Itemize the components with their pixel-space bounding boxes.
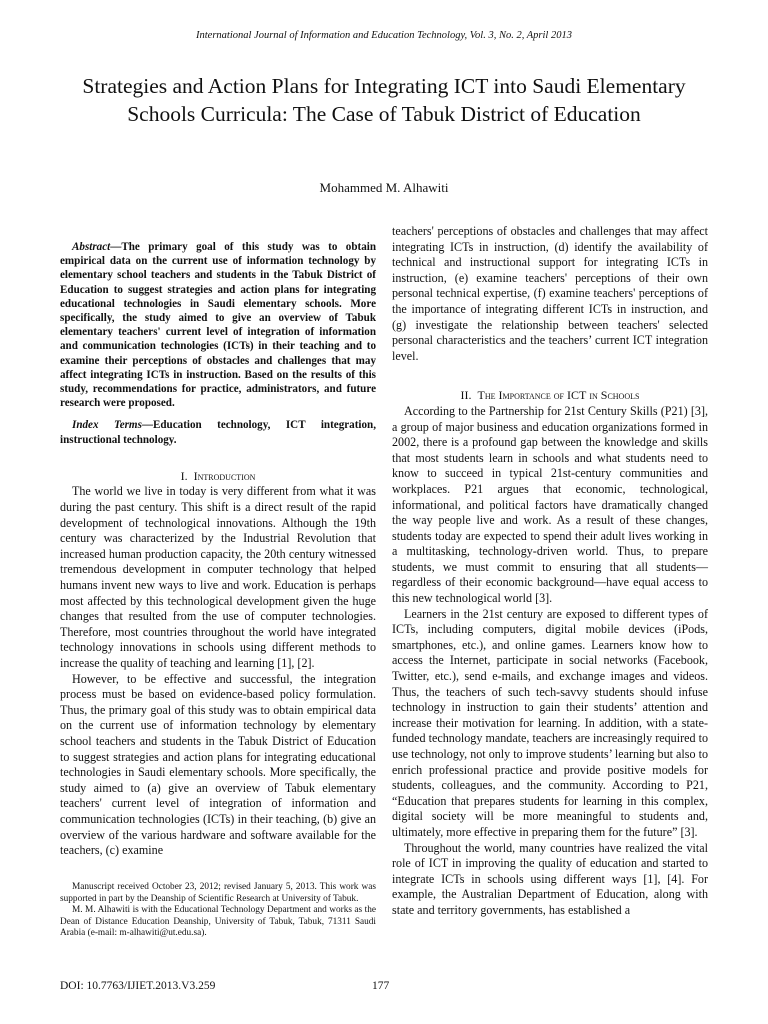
paragraph: Throughout the world, many countries have realized the vital role of ICT in improving the quality of education and started to integrate ICTs in schools using different ways [1], [4]. For example, the Australian Department of Education, along with state and territory governments, has established a	[392, 840, 708, 917]
paragraph: However, to be effective and successful, the integration process must be based on evidence-based policy formulation. Thus, the primary goal of this study was to obtain empirical data on the current use of information technology by elementary school teachers and students in the Tabuk District of Education to suggest strategies and action plans for integrating educational technologies in Saudi elementary schools. More specifically, the study aimed to (a) give an overview of Tabuk elementary teachers' current level of integration of information and communication technologies (ICTs) in their teaching, (b) give an overview of the various hardware and software available for the teachers, (c) examine	[60, 671, 376, 858]
right-column	[392, 224, 708, 919]
section-number: II.	[460, 388, 472, 403]
section-heading-importance	[392, 388, 708, 404]
paragraph: According to the Partnership for 21st Century Skills (P21) [3], a group of major business and education organizations formed in 2002, there is a profound gap between the knowledge and skills that most students learn in schools and what students need to know to succeed in typical 21st-century communities and workplaces. P21 argues that economic, technological, informational, and political factors have dramatically changed the way people live and work. As a result of these changes, students today are expected to spend their adult lives working in a multitasking, technology-driven world. Thus, to prepare students, we must commit to ensuring that all students—regardless of their economic background—have equal access to this new technological world [3].	[392, 403, 708, 606]
doi: DOI: 10.7763/IJIET.2013.V3.259	[60, 980, 216, 992]
paper-title: Strategies and Action Plans for Integrating ICT into Saudi Elementary Schools Curricula: The Case of Tabuk District of Education	[82, 74, 686, 126]
index-terms-lead: Index Terms	[72, 419, 142, 432]
footnote: Manuscript received October 23, 2012; revised January 5, 2013. This work was supported in part by the Deanship of Scientific Research at University of Tabuk.	[60, 882, 376, 904]
section-title-part: The Importance of	[477, 388, 567, 403]
paragraph: The world we live in today is very different from what it was during the past century. This shift is a direct result of the rapid development of technological innovations. Although the 19th century was characterized by the Industrial Revolution that increased human production capacity, the 20th century witnessed tremendous development in computer technology that helped humans invent new ways to live and work. Education is perhaps most affected by this technological development given the huge changes that resulted from the use of computer technologies. Therefore, most countries throughout the world have integrated technology innovations in schools using different methods to increase the quality of teaching and learning [1], [2].	[60, 484, 376, 670]
section-title-part: ICT	[566, 388, 587, 403]
author-name: Mohammed M. Alhawiti	[319, 180, 449, 195]
footnote: M. M. Alhawiti is with the Educational Technology Department and works as the Dean of Distance Education Deanship, University of Tabuk, Tabuk, 71311 Saudi Arabia (e-mail: m-alhawiti@ut.edu.sa).	[60, 905, 376, 939]
paragraph: Learners in the 21st century are exposed to different types of ICTs, including computers, digital mobile devices (iPods, smartphones, etc.), and online games. Learners know how to access the Internet, participate in social networks (Facebook, Twitter, etc.), send e-mails, and exchange images and videos. Thus, the teachers of such tech-savvy students should infuse technology in instruction to gain their students’ attention and increase their motivation for learning. In addition, with a state-funded technology mandate, teachers are increasingly required to use technology, not only to improve students’ learning but also to enrich professional practice and provide positive models for students, colleagues, and the community. According to P21, “Education that prepares students for learning in this complex, digital society will be more meaningful to students and, ultimately, more effective in preparing them for the future” [3].	[392, 606, 708, 839]
section-heading-introduction	[60, 469, 376, 485]
section-title-part: in Schools	[586, 388, 640, 403]
abstract-lead: Abstract	[72, 241, 111, 253]
index-terms-text: —Education technology, ICT integration, instructional technology.	[60, 419, 376, 446]
journal-header: International Journal of Information and Education Technology, Vol. 3, No. 2, April 2013	[196, 30, 572, 41]
abstract	[60, 240, 376, 410]
section-number: I.	[180, 468, 188, 483]
section-title: Introduction	[193, 468, 256, 483]
paragraph: teachers' perceptions of obstacles and challenges that may affect integrating ICTs in instruction, (d) identify the availability of technical and instructional support for integrating ICTs in instruction, (e) examine teachers' perceptions of their own personal technical expertise, (f) examine teachers' perceptions of the importance of integrating different ICTs in instruction, and (g) investigate the relationship between teachers' selected personal characteristics and the teachers’ current ICT integration level.	[392, 224, 708, 363]
index-terms	[60, 418, 376, 446]
abstract-text: —The primary goal of this study was to obtain empirical data on the current use of information technology by elementary school teachers and students in the Tabuk District of Education to suggest strategies and action plans for integrating educational technologies in Saudi elementary schools. More specifically, the study aimed to give an overview of Tabuk elementary teachers' current level of integration of information and communication technologies (ICTs) in their teaching and to examine their perceptions of obstacles and challenges that may affect integrating ICTs in instruction. Based on the results of this study, recommendations for practice, administrators, and future research were proposed.	[60, 241, 376, 410]
left-column	[60, 240, 376, 859]
page-number: 177	[372, 980, 390, 992]
footnotes	[60, 882, 376, 940]
